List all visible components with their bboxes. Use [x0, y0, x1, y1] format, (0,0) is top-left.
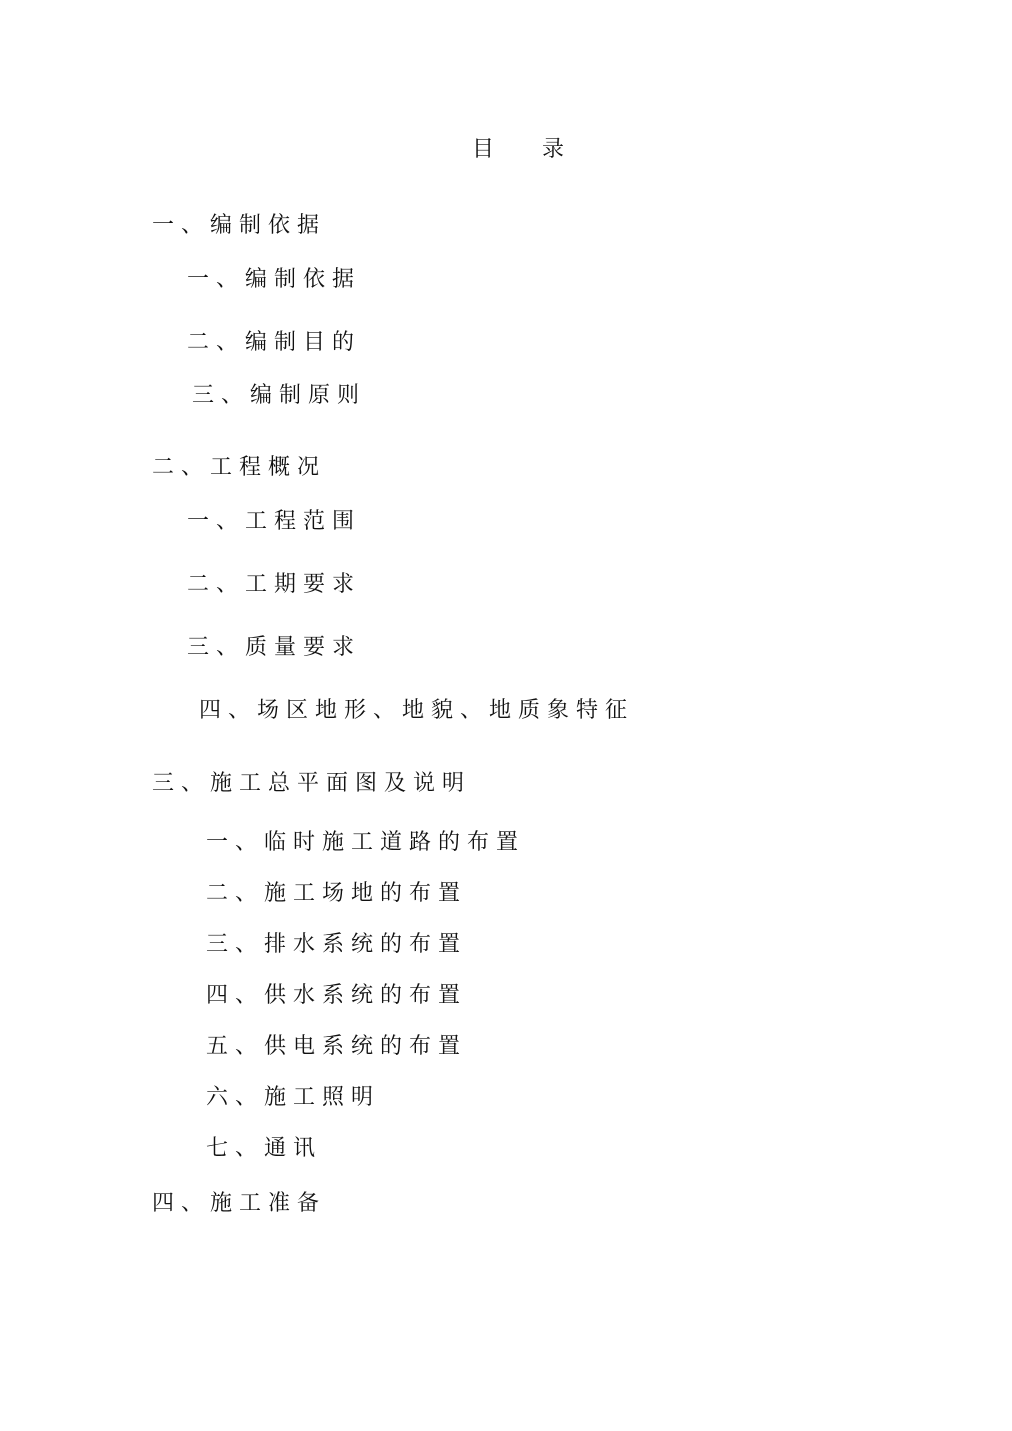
toc-subsection-3-3[interactable]: 三、排水系统的布置	[206, 932, 468, 957]
toc-subsection-2-2[interactable]: 二、工期要求	[187, 572, 362, 597]
toc-section-1[interactable]: 一、编制依据	[152, 213, 327, 238]
toc-subsection-2-3[interactable]: 三、质量要求	[187, 635, 362, 660]
toc-subsection-1-3[interactable]: 三、编制原则	[192, 383, 367, 408]
toc-subsection-3-5[interactable]: 五、供电系统的布置	[206, 1034, 468, 1059]
toc-title: 目录	[472, 137, 613, 162]
toc-subsection-3-7[interactable]: 七、通讯	[206, 1136, 323, 1161]
toc-section-4[interactable]: 四、施工准备	[152, 1191, 327, 1216]
toc-subsection-1-2[interactable]: 二、编制目的	[187, 330, 362, 355]
toc-section-3[interactable]: 三、施工总平面图及说明	[152, 771, 472, 796]
toc-subsection-3-1[interactable]: 一、临时施工道路的布置	[206, 830, 526, 855]
toc-subsection-1-1[interactable]: 一、编制依据	[187, 267, 362, 292]
toc-subsection-2-4[interactable]: 四、场区地形、地貌、地质象特征	[199, 698, 635, 723]
toc-subsection-2-1[interactable]: 一、工程范围	[187, 509, 362, 534]
toc-subsection-3-4[interactable]: 四、供水系统的布置	[206, 983, 468, 1008]
toc-subsection-3-2[interactable]: 二、施工场地的布置	[206, 881, 468, 906]
toc-subsection-3-6[interactable]: 六、施工照明	[206, 1085, 381, 1110]
toc-section-2[interactable]: 二、工程概况	[152, 455, 327, 480]
